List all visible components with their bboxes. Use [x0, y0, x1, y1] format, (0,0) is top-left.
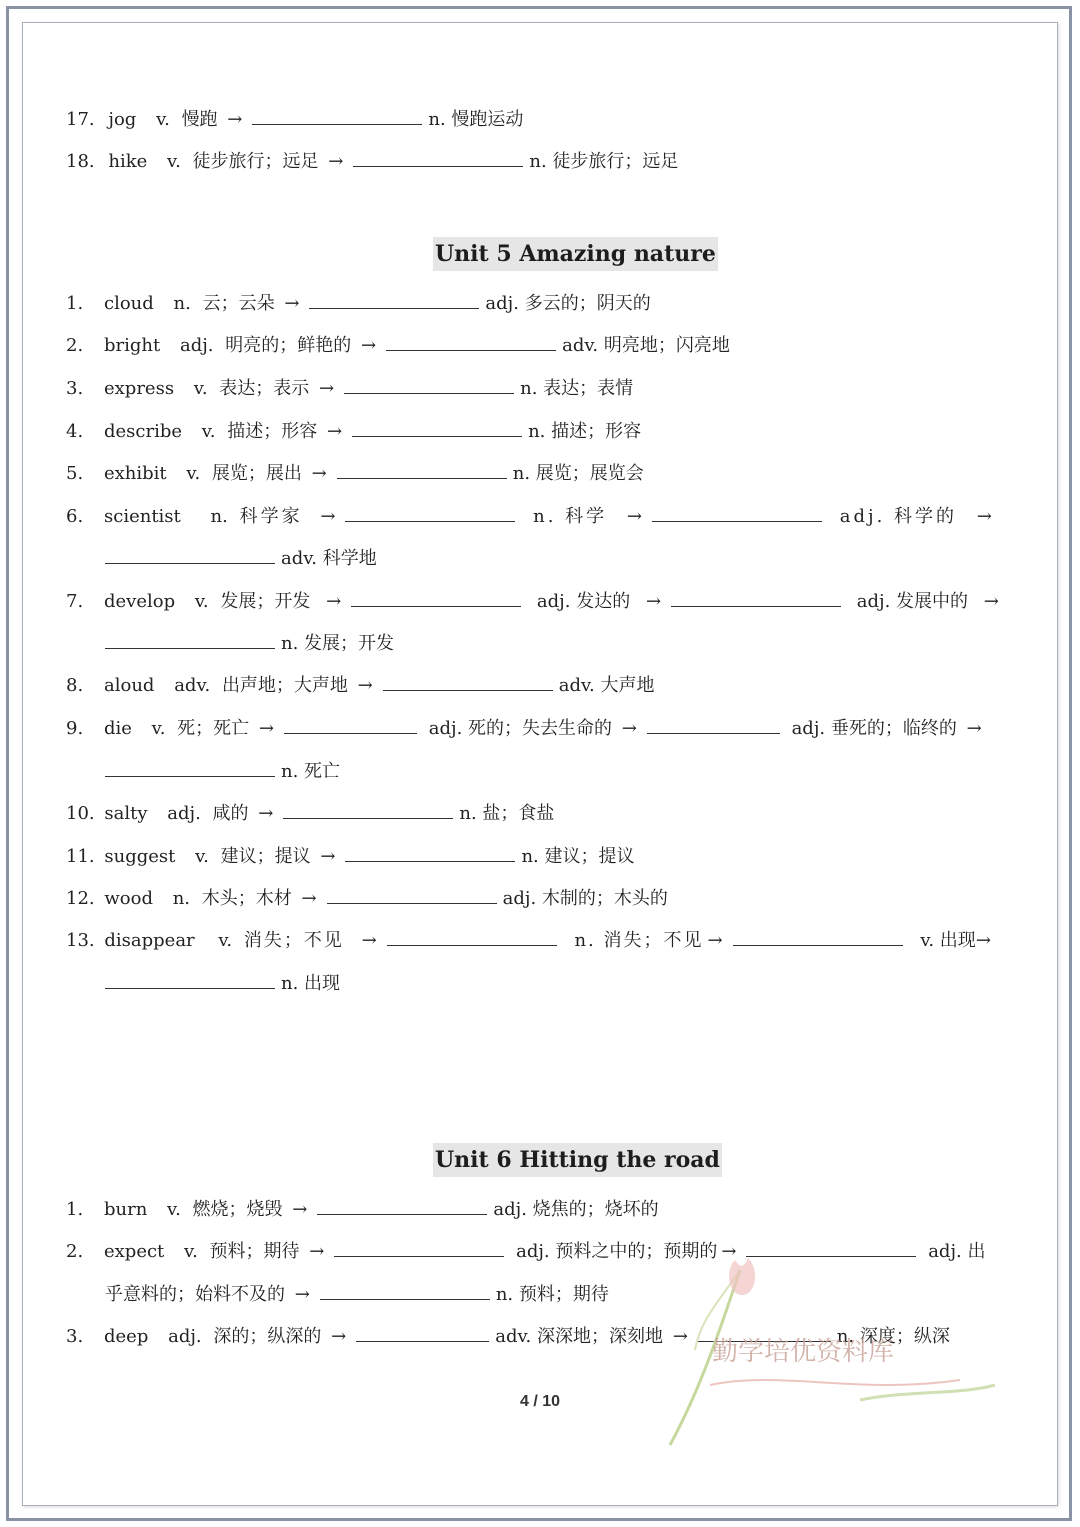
answer-blank[interactable] [284, 717, 417, 734]
list-item: 13. disappear v. 消失；不见 → n. 消失；不见 → v. 出现→ [66, 930, 991, 951]
answer-blank[interactable] [386, 334, 556, 351]
list-item-continued: n. 出现 [105, 972, 340, 996]
answer-blank[interactable] [105, 760, 275, 777]
watermark-text: 勤学培优资料库 [712, 1337, 895, 1367]
list-item-continued: n. 死亡 [105, 760, 340, 784]
list-item: 18. hike v. 徒步旅行；远足 → n. 徒步旅行；远足 [66, 151, 679, 172]
unit6-title: Unit 6 Hitting the road [433, 1143, 722, 1177]
list-item: 17. jog v. 慢跑 → n. 慢跑运动 [66, 109, 524, 130]
list-item: 6. scientist n. 科学家 → n. 科学 → adj. 科学的 → [66, 506, 992, 527]
answer-blank[interactable] [652, 505, 822, 522]
answer-blank[interactable] [353, 150, 523, 167]
answer-blank[interactable] [105, 632, 275, 649]
list-item: 7. develop v. 发展；开发 → adj. 发达的 → adj. 发展中的 → [66, 591, 999, 612]
answer-blank[interactable] [383, 674, 553, 691]
answer-blank[interactable] [647, 717, 780, 734]
list-item: 1. cloud n. 云；云朵 → adj. 多云的；阴天的 [66, 293, 651, 314]
list-item: 1. burn v. 燃烧；烧毁 → adj. 烧焦的；烧坏的 [66, 1199, 659, 1220]
list-item: 3. express v. 表达；表示 → n. 表达；表情 [66, 378, 634, 399]
list-item: 12. wood n. 木头；木材 → adj. 木制的；木头的 [66, 888, 668, 909]
list-item-continued: 乎意料的；始料不及的 → n. 预料；期待 [105, 1284, 609, 1305]
watermark-logo [660, 1240, 1020, 1450]
list-item: 2. bright adj. 明亮的；鲜艳的 → adv. 明亮地；闪亮地 [66, 335, 730, 356]
answer-blank[interactable] [733, 929, 903, 946]
answer-blank[interactable] [345, 505, 515, 522]
answer-blank[interactable] [309, 292, 479, 309]
answer-blank[interactable] [352, 420, 522, 437]
answer-blank[interactable] [671, 590, 841, 607]
list-item-continued: adv. 科学地 [105, 547, 377, 571]
answer-blank[interactable] [317, 1198, 487, 1215]
answer-blank[interactable] [252, 108, 422, 125]
answer-blank[interactable] [105, 547, 275, 564]
list-item: 4. describe v. 描述；形容 → n. 描述；形容 [66, 421, 642, 442]
list-item: 11. suggest v. 建议；提议 → n. 建议；提议 [66, 846, 635, 867]
answer-blank[interactable] [105, 972, 275, 989]
answer-blank[interactable] [327, 887, 497, 904]
answer-blank[interactable] [345, 845, 515, 862]
list-item: 10. salty adj. 咸的 → n. 盐；食盐 [66, 803, 555, 824]
unit5-title: Unit 5 Amazing nature [433, 237, 718, 271]
answer-blank[interactable] [387, 929, 557, 946]
answer-blank[interactable] [351, 590, 521, 607]
answer-blank[interactable] [283, 802, 453, 819]
answer-blank[interactable] [356, 1325, 489, 1342]
list-item: 8. aloud adv. 出声地；大声地 → adv. 大声地 [66, 675, 655, 696]
list-item: 2. expect v. 预料；期待 → adj. 预料之中的；预期的 → adj. 出 [66, 1241, 986, 1262]
answer-blank[interactable] [344, 377, 514, 394]
answer-blank[interactable] [337, 462, 507, 479]
list-item: 9. die v. 死；死亡 → adj. 死的；失去生命的 → adj. 垂死的；临终的 → [66, 718, 982, 739]
answer-blank[interactable] [320, 1283, 490, 1300]
list-item: 3. deep adj. 深的；纵深的 → adv. 深深地；深刻地 → n. 深度；纵深 [66, 1326, 950, 1347]
page-number: 4 / 10 [519, 1393, 561, 1410]
list-item: 5. exhibit v. 展览；展出 → n. 展览；展览会 [66, 463, 644, 484]
list-item-continued: n. 发展；开发 [105, 632, 394, 656]
answer-blank[interactable] [334, 1240, 504, 1257]
